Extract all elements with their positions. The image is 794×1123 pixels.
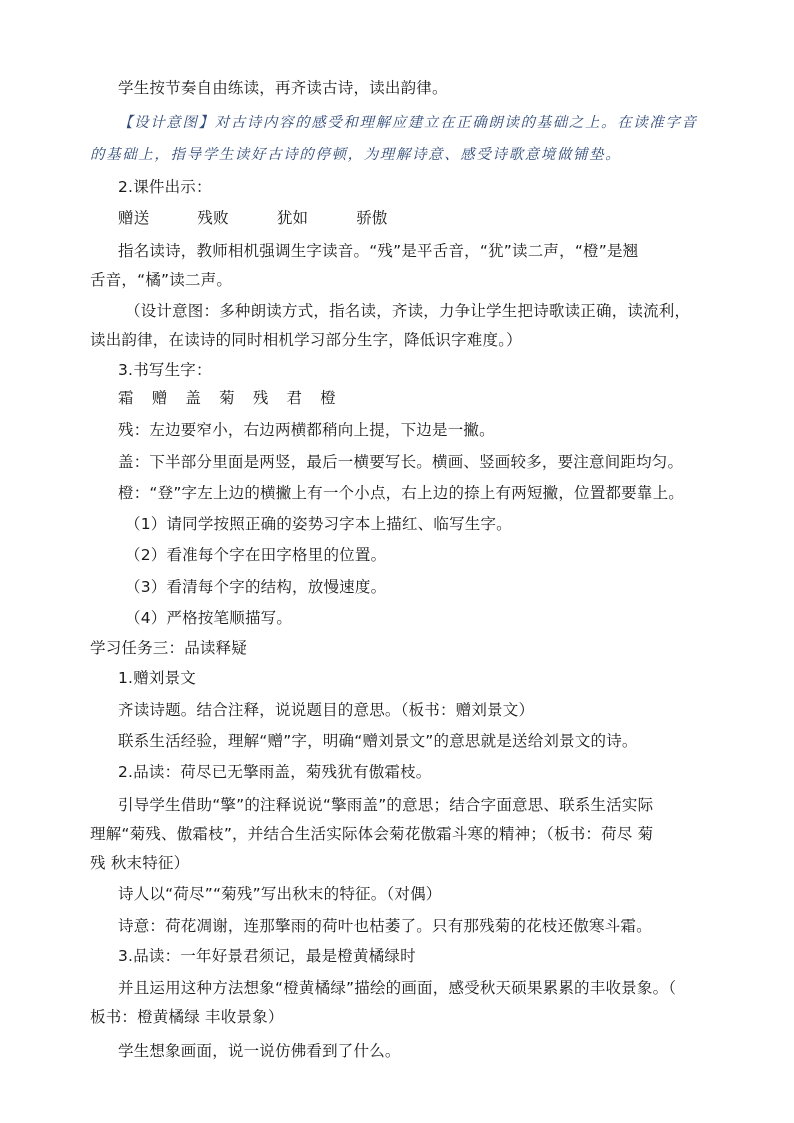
vocab-word: 骄傲 <box>356 209 388 227</box>
paragraph-line: 联系生活经验，理解“赠”字，明确“赠刘景文”的意思就是送给刘景文的诗。 <box>118 732 638 750</box>
paragraph-line: 残 秋末特征） <box>90 854 190 872</box>
design-intent-line: 的基础上，指导学生读好古诗的停顿，为理解诗意、感受诗歌意境做铺垫。 <box>90 147 622 163</box>
paragraph-line: 残：左边要窄小，右边两横都稍向上提，下边是一撇。 <box>118 421 495 439</box>
new-character: 残 <box>252 389 269 407</box>
paragraph-line: 理解“菊残、傲霜枝”，并结合生活实际体会菊花傲霜斗寒的精神；（板书：荷尽 菊 <box>90 825 654 843</box>
list-item: （2）看准每个字在田字格里的位置。 <box>125 546 387 564</box>
paragraph-line: 板书：橙黄橘绿 丰收景象） <box>90 1008 284 1026</box>
new-character: 盖 <box>185 389 202 407</box>
section-heading: 1.赠刘景文 <box>118 669 196 687</box>
paragraph-line: 齐读诗题。结合注释，说说题目的意思。（板书：赠刘景文） <box>118 701 535 719</box>
list-item: （3）看清每个字的结构，放慢速度。 <box>125 578 387 596</box>
vocab-word: 赠送 <box>118 209 150 227</box>
task-heading: 学习任务三：品读释疑 <box>90 639 248 657</box>
paragraph-line: 橙：“登”字左上边的横撇上有一个小点，右上边的捺上有两短撇，位置都要靠上。 <box>118 484 684 502</box>
paragraph-line: 学生想象画面，说一说仿佛看到了什么。 <box>118 1042 401 1060</box>
paragraph-line: （设计意图：多种朗读方式，指名读，齐读，力争让学生把诗歌读正确，读流利， <box>125 302 691 320</box>
new-character: 君 <box>286 389 303 407</box>
vocab-word: 犹如 <box>276 209 309 227</box>
vocab-word-row <box>118 208 436 228</box>
new-character-row <box>118 388 354 408</box>
list-item: （1）请同学按照正确的姿势习字本上描红、临写生字。 <box>125 515 512 533</box>
paragraph-line: 学生按节奏自由练读，再齐读古诗，读出韵律。 <box>118 79 448 97</box>
paragraph-line: 诗意：荷花凋谢，连那擎雨的荷叶也枯萎了。只有那残菊的花枝还傲寒斗霜。 <box>118 917 652 935</box>
vocab-word: 残败 <box>197 209 229 227</box>
list-item: （4）严格按笔顺描写。 <box>125 609 293 627</box>
paragraph-line: 读出韵律，在读诗的同时相机学习部分生字，降低识字难度。） <box>90 331 522 349</box>
new-character: 菊 <box>219 389 235 407</box>
paragraph-line: 引导学生借助“擎”的注释说说“擎雨盖”的意思；结合字面意思、联系生活实际 <box>118 796 654 814</box>
new-character: 霜 <box>118 389 134 407</box>
paragraph-line: 舌音，“橘”读二声。 <box>90 271 233 289</box>
paragraph-line: 诗人以“荷尽”“菊残”写出秋末的特征。（对偶） <box>118 885 442 903</box>
paragraph-line: 指名读诗，教师相机强调生字读音。“残”是平舌音，“犹”读二声，“橙”是翘 <box>118 242 639 260</box>
new-character: 橙 <box>320 389 336 407</box>
paragraph-line: 盖：下半部分里面是两竖，最后一横要写长。横画、竖画较多，要注意间距均匀。 <box>118 453 684 471</box>
paragraph-line: 并且运用这种方法想象“橙黄橘绿”描绘的画面，感受秋天硕果累累的丰收景象。（ <box>118 979 677 997</box>
section-heading: 2.课件出示： <box>118 178 212 196</box>
section-heading: 2.品读：荷尽已无擎雨盖，菊残犹有傲霜枝。 <box>118 763 432 781</box>
section-heading: 3.书写生字： <box>118 361 212 379</box>
design-intent-line: 【设计意图】对古诗内容的感受和理解应建立在正确朗读的基础之上。在读准字音 <box>118 115 698 131</box>
new-character: 赠 <box>151 389 168 407</box>
section-heading: 3.品读：一年好景君须记，最是橙黄橘绿时 <box>118 947 416 965</box>
